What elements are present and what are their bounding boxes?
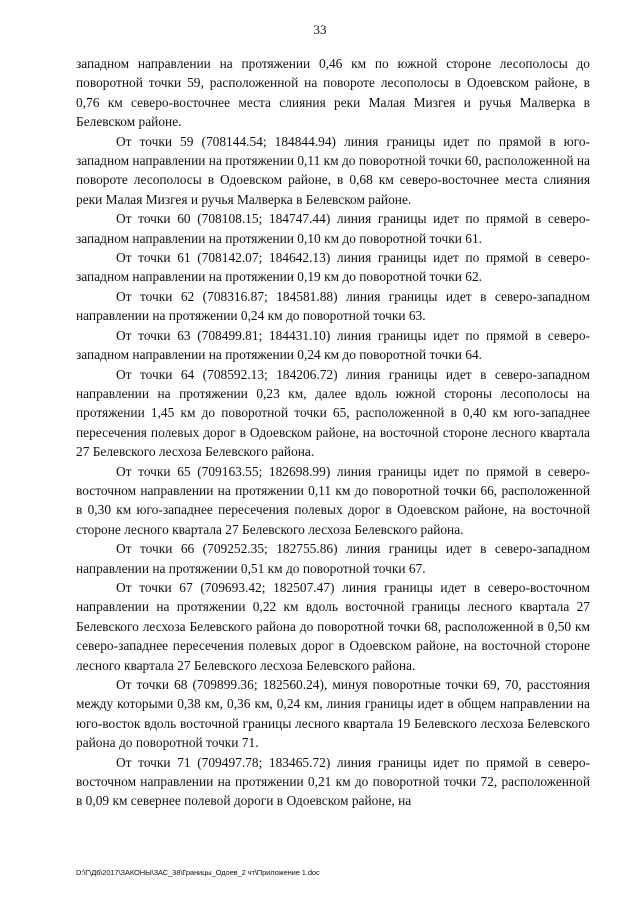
paragraph: От точки 68 (709899.36; 182560.24), минуя поворотные точки 69, 70, расстояния между которыми 0,38 км, 0,36 км, 0,24 км, линия границы идет в общем направлении на юго-восток вдоль восточной границы лесного квартала 19 Белевского лесхоза Белевского района до поворотной точки 71. bbox=[76, 677, 590, 751]
paragraph: От точки 60 (708108.15; 184747.44) линия границы идет по прямой в северо-западном направлении на протяжении 0,10 км до поворотной точки 61. bbox=[76, 211, 590, 246]
paragraph: западном направлении на протяжении 0,46 км по южной стороне лесополосы до поворотной точки 59, расположенной на повороте лесополосы в Одоевском районе, в 0,76 км северо-восточнее места слияния реки Малая Мизгея и ручья Малверка в Белевском районе. bbox=[76, 56, 590, 130]
paragraph: От точки 71 (709497.78; 183465.72) линия границы идет по прямой в северо-восточном направлении на протяжении 0,21 км до поворотной точки 72, расположенной в 0,09 км севернее полевой дороги в Одоевском районе, на bbox=[76, 754, 590, 809]
page-number: 33 bbox=[313, 22, 327, 37]
paragraph: От точки 63 (708499.81; 184431.10) линия границы идет по прямой в северо-западном направлении на протяжении 0,24 км до поворотной точки 64. bbox=[76, 327, 590, 363]
paragraph: От точки 65 (709163.55; 182698.99) линия границы идет по прямой в северо-восточном направлении на протяжении 0,11 км до поворотной точки 66, расположенной в 0,30 км юго-западнее пересечения полевых дорог в Одоевском районе, на восточной стороне лесного квартала 27 Белевского лесхоза Белевского района. bbox=[76, 463, 590, 537]
paragraph: От точки 66 (709252.35; 182755.86) линия границы идет в северо-западном направлении на протяжении 0,51 км до поворотной точки 67. bbox=[76, 541, 590, 576]
paragraph: От точки 67 (709693.42; 182507.47) линия границы идет в северо-восточном направлении на протяжении 0,22 км вдоль восточной границы лесного квартала 27 Белевского лесхоза Белевского района до поворотной точки 68, расположенной в 0,50 км северо-западнее пересечения полевых дорог в Одоевском районе, на восточной стороне лесного квартала 27 Белевского лесхоза Белевского района. bbox=[76, 579, 590, 673]
paragraph: От точки 64 (708592.13; 184206.72) линия границы идет в северо-западном направлении на протяжении 0,23 км, далее вдоль южной стороны лесополосы на протяжении 1,45 км до поворотной точки 65, расположенной в 0,40 км юго-западнее пересечения полевых дорог в Одоевском районе, на восточной стороне лесного квартала 27 Белевского лесхоза Белевского района. bbox=[76, 366, 590, 460]
paragraph: От точки 59 (708144.54; 184844.94) линия границы идет по прямой в юго-западном направлении на протяжении 0,11 км до поворотной точки 60, расположенной на повороте лесополосы в Одоевском районе, в 0,68 км северо-восточнее места слияния реки Малая Мизгея и ручья Малверка в Белевском районе. bbox=[76, 133, 590, 207]
footer-file-path: D:\Г\Д6\2017\ЗАКОНЫ\ЗАС_38\Границы_Одоев_2 чт\Приложение 1.doc bbox=[76, 868, 320, 877]
paragraph: От точки 61 (708142.07; 184642.13) линия границы идет по прямой в северо-западном направлении на протяжении 0,19 км до поворотной точки 62. bbox=[76, 250, 590, 285]
document-body bbox=[76, 54, 590, 811]
paragraph: От точки 62 (708316.87; 184581.88) линия границы идет в северо-западном направлении на протяжении 0,24 км до поворотной точки 63. bbox=[76, 288, 590, 324]
